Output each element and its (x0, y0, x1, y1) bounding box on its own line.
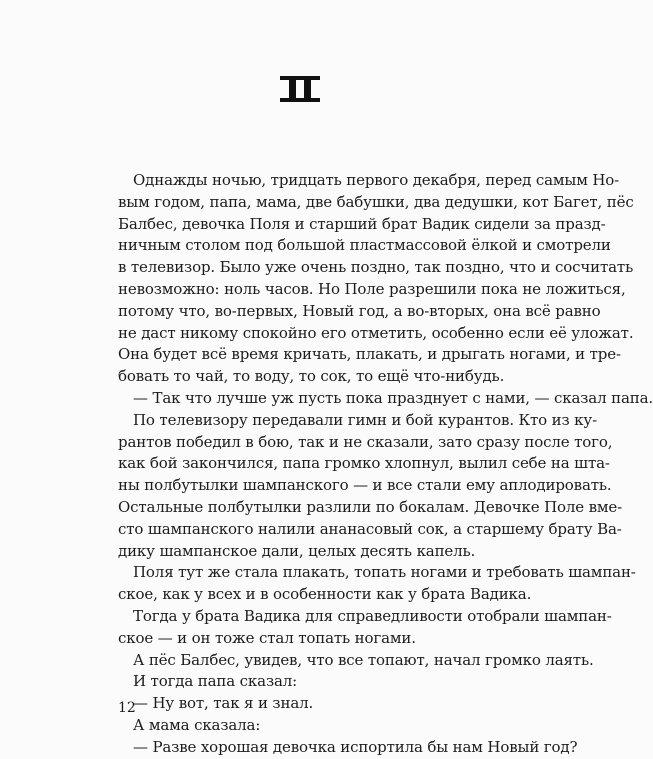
paragraph (118, 410, 623, 563)
paragraph (118, 562, 636, 606)
text-line: в телевизор. Было уже очень поздно, так поздно, что и сосчитать (118, 258, 634, 277)
text-line: ское, как у всех и в особенности как у брата Вадика. (118, 585, 532, 604)
text-line: ничным столом под большой пластмассовой ёлкой и смотрели (118, 236, 611, 255)
paragraph (118, 606, 612, 650)
text-line: как бой закончился, папа громко хлопнул, вылил себе на шта- (118, 454, 610, 473)
text-line: рантов победил в бою, так и не сказали, зато сразу после того, (118, 432, 613, 451)
text-line: — Так что лучше уж пусть пока празднует с нами, — сказал папа. (133, 388, 653, 407)
paragraph (118, 715, 484, 737)
paragraph (118, 693, 484, 715)
text-line: не даст никому спокойно его отметить, особенно если её уложат. (118, 323, 634, 342)
text-line: Балбес, девочка Поля и старший брат Вадик сидели за празд- (118, 214, 606, 233)
paragraph (118, 170, 634, 388)
paragraph (118, 388, 653, 410)
chapter-numeral-glyph (280, 76, 320, 102)
text-line: И тогда папа сказал: (133, 672, 298, 691)
text-line: Остальные полбутылки разлили по бокалам. Девочке Поле вме- (118, 497, 623, 516)
text-line: По телевизору передавали гимн и бой курантов. Кто из ку- (133, 410, 597, 429)
text-line: Тогда у брата Вадика для справедливости отобрали шампан- (133, 606, 612, 625)
text-line: дику шампанское дали, целых десять капель. (118, 541, 476, 560)
chapter-text (118, 170, 653, 759)
text-line: — Разве хорошая девочка испортила бы нам Новый год? (133, 737, 578, 756)
text-line: потому что, во-первых, Новый год, а во-вторых, она всё равно (118, 301, 601, 320)
paragraph (118, 650, 594, 672)
text-line: вым годом, папа, мама, две бабушки, два дедушки, кот Багет, пёс (118, 192, 634, 211)
text-line: — Ну вот, так я и знал. (133, 694, 314, 713)
text-line: А мама сказала: (133, 715, 261, 734)
paragraph (118, 671, 484, 693)
text-line: А пёс Балбес, увидев, что все топают, начал громко лаять. (133, 650, 594, 669)
text-line: Поля тут же стала плакать, топать ногами и требовать шампан- (133, 563, 636, 582)
text-line: бовать то чай, то воду, то сок, то ещё что-нибудь. (118, 367, 505, 386)
text-line: Она будет всё время кричать, плакать, и дрыгать ногами, и тре- (118, 345, 621, 364)
page-number: 12 (118, 700, 136, 716)
paragraph (118, 737, 578, 759)
chapter-numeral (280, 76, 320, 102)
text-line: ны полбутылки шампанского — и все стали ему аплодировать. (118, 476, 612, 495)
text-line: ское — и он тоже стал топать ногами. (118, 628, 416, 647)
text-line: сто шампанского налили ананасовый сок, а старшему брату Ва- (118, 519, 622, 538)
text-line: невозможно: ноль часов. Но Поле разрешили пока не ложиться, (118, 279, 626, 298)
text-line: Однажды ночью, тридцать первого декабря, перед самым Но- (133, 171, 620, 189)
